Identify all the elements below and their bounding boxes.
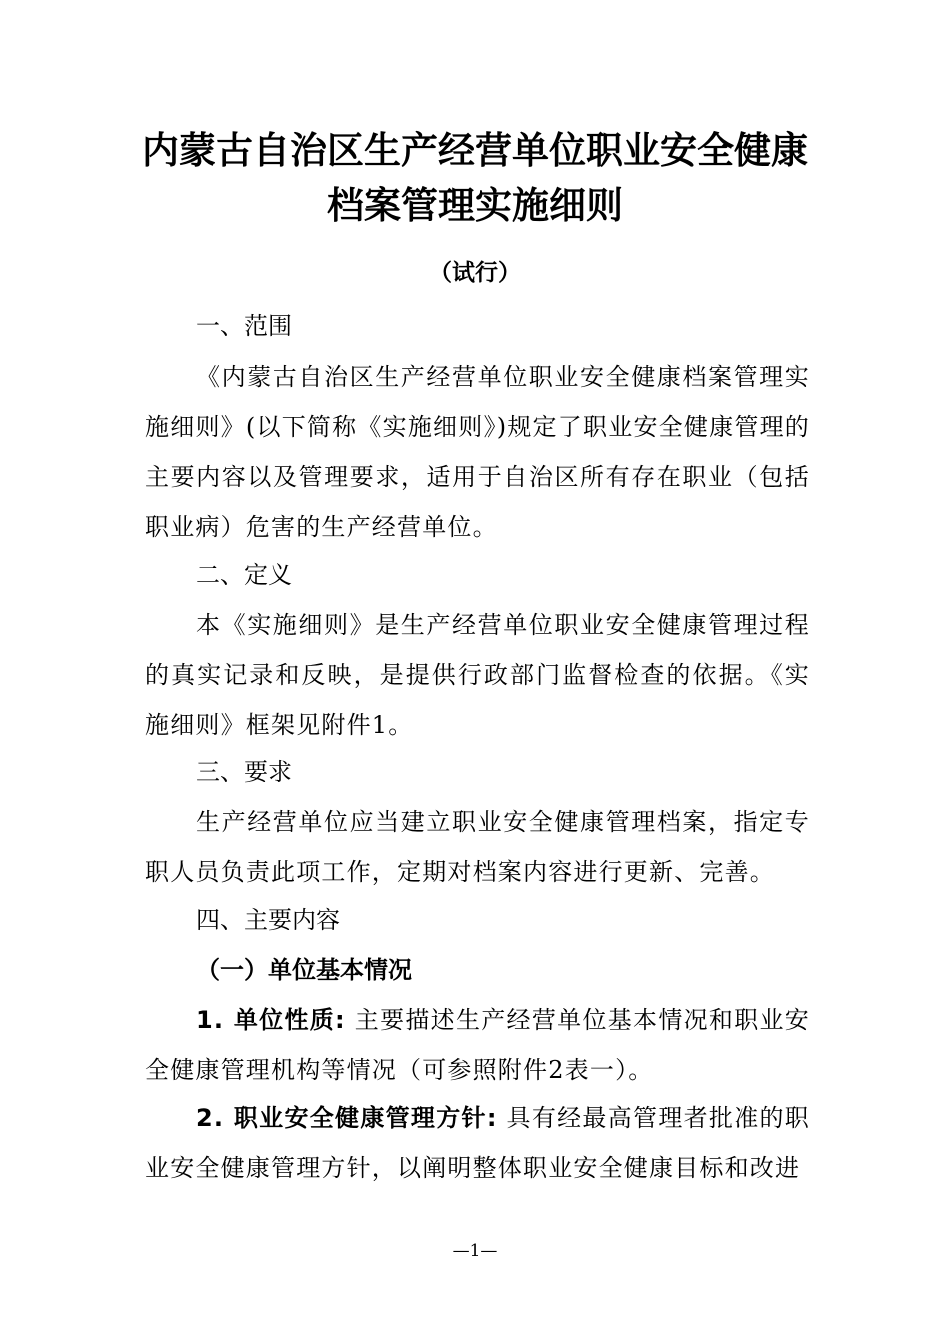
section-body-scope: 《内蒙古自治区生产经营单位职业安全健康档案管理实施细则》(以下简称《实施细则》)规定了职业安全健康管理的主要内容以及管理要求，适用于自治区所有存在职业（包括职业病）危害的生产经营单位。 bbox=[145, 363, 810, 541]
item-policy-body: 具有经最高管理者批准的职业安全健康管理方针，以阐明整体职业安全健康目标和改进 bbox=[145, 1104, 810, 1182]
page-number: —1— bbox=[452, 1241, 498, 1261]
section-heading-scope: 一、范围 bbox=[196, 312, 292, 340]
item-unit-nature bbox=[145, 995, 810, 1095]
section-body-definition: 本《实施细则》是生产经营单位职业安全健康管理过程的真实记录和反映，是提供行政部门监督检查的依据。《实施细则》框架见附件1。 bbox=[145, 611, 810, 739]
item-unit-nature-body: 主要描述生产经营单位基本情况和职业安全健康管理机构等情况（可参照附件2表一）。 bbox=[145, 1006, 810, 1084]
document-title-line-1: 内蒙古自治区生产经营单位职业安全健康 bbox=[142, 129, 808, 172]
section-body-requirements: 生产经营单位应当建立职业安全健康管理档案，指定专职人员负责此项工作，定期对档案内容进行更新、完善。 bbox=[145, 808, 810, 886]
section-heading-contents: 四、主要内容 bbox=[196, 906, 340, 934]
item-policy bbox=[145, 1093, 810, 1193]
item-policy-label: 2. 职业安全健康管理方针: bbox=[196, 1104, 498, 1132]
section-heading-definition: 二、定义 bbox=[196, 561, 292, 589]
item-unit-nature-label: 1. 单位性质: bbox=[196, 1006, 346, 1034]
section-subheading-basic-info: （一）单位基本情况 bbox=[196, 956, 412, 984]
document-subtitle: （试行） bbox=[429, 260, 521, 286]
document-title-line-2: 档案管理实施细则 bbox=[327, 184, 623, 227]
section-heading-requirements: 三、要求 bbox=[196, 758, 292, 786]
